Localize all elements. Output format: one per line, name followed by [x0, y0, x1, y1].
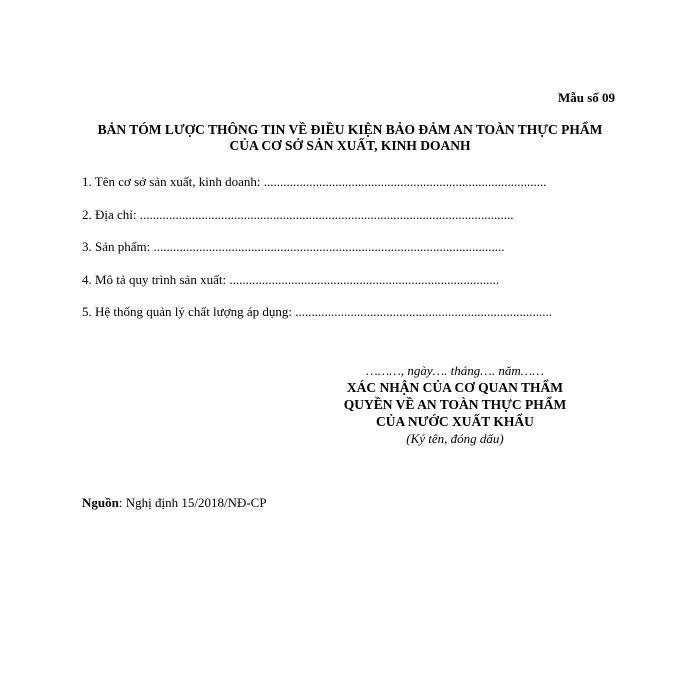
- field-label: 5. Hệ thống quản lý chất lượng áp dụng:: [82, 304, 296, 319]
- field-leader: ...................................................................................: [229, 271, 500, 287]
- signature-block: [300, 363, 610, 447]
- source-label: Nguồn: [82, 495, 119, 510]
- field-address: [82, 207, 582, 240]
- source-text: : Nghị định 15/2018/NĐ-CP: [118, 495, 267, 510]
- info-fields: [82, 174, 582, 337]
- authority-line-1: XÁC NHẬN CỦA CƠ QUAN THẨM: [346, 380, 564, 395]
- field-leader: .......................................................................................: [263, 174, 547, 189]
- source-citation: [82, 495, 267, 511]
- field-leader: ...............................................................................: [295, 304, 552, 319]
- field-quality-system: [82, 304, 582, 337]
- field-leader: ...................................................................................................................: [139, 206, 514, 222]
- form-number: Mẫu số 09: [557, 90, 615, 105]
- field-facility-name: [82, 174, 582, 207]
- authority-line-2: QUYỀN VỀ AN TOÀN THỰC PHẨM: [343, 397, 567, 412]
- title-line-1: BẢN TÓM LƯỢC THÔNG TIN VỀ ĐIỀU KIỆN BẢO ĐẢM AN TOÀN THỰC PHẨM: [97, 122, 603, 137]
- field-process-description: [82, 272, 582, 305]
- field-leader: ............................................................................................................: [153, 239, 505, 254]
- field-label: 3. Sản phẩm:: [82, 239, 154, 254]
- field-label: 2. Địa chỉ:: [82, 206, 140, 222]
- signature-date-line: ………, ngày…. tháng…. năm……: [366, 363, 544, 378]
- authority-line-3: CỦA NƯỚC XUẤT KHẨU: [376, 414, 534, 429]
- signature-note: (Ký tên, đóng dấu): [406, 431, 504, 446]
- field-label: 1. Tên cơ sở sản xuất, kinh doanh:: [82, 174, 264, 189]
- title-line-2: CỦA CƠ SỞ SẢN XUẤT, KINH DOANH: [229, 138, 471, 153]
- field-product: [82, 239, 582, 272]
- field-label: 4. Mô tả quy trình sản xuất:: [82, 271, 230, 287]
- document-title: [60, 122, 640, 154]
